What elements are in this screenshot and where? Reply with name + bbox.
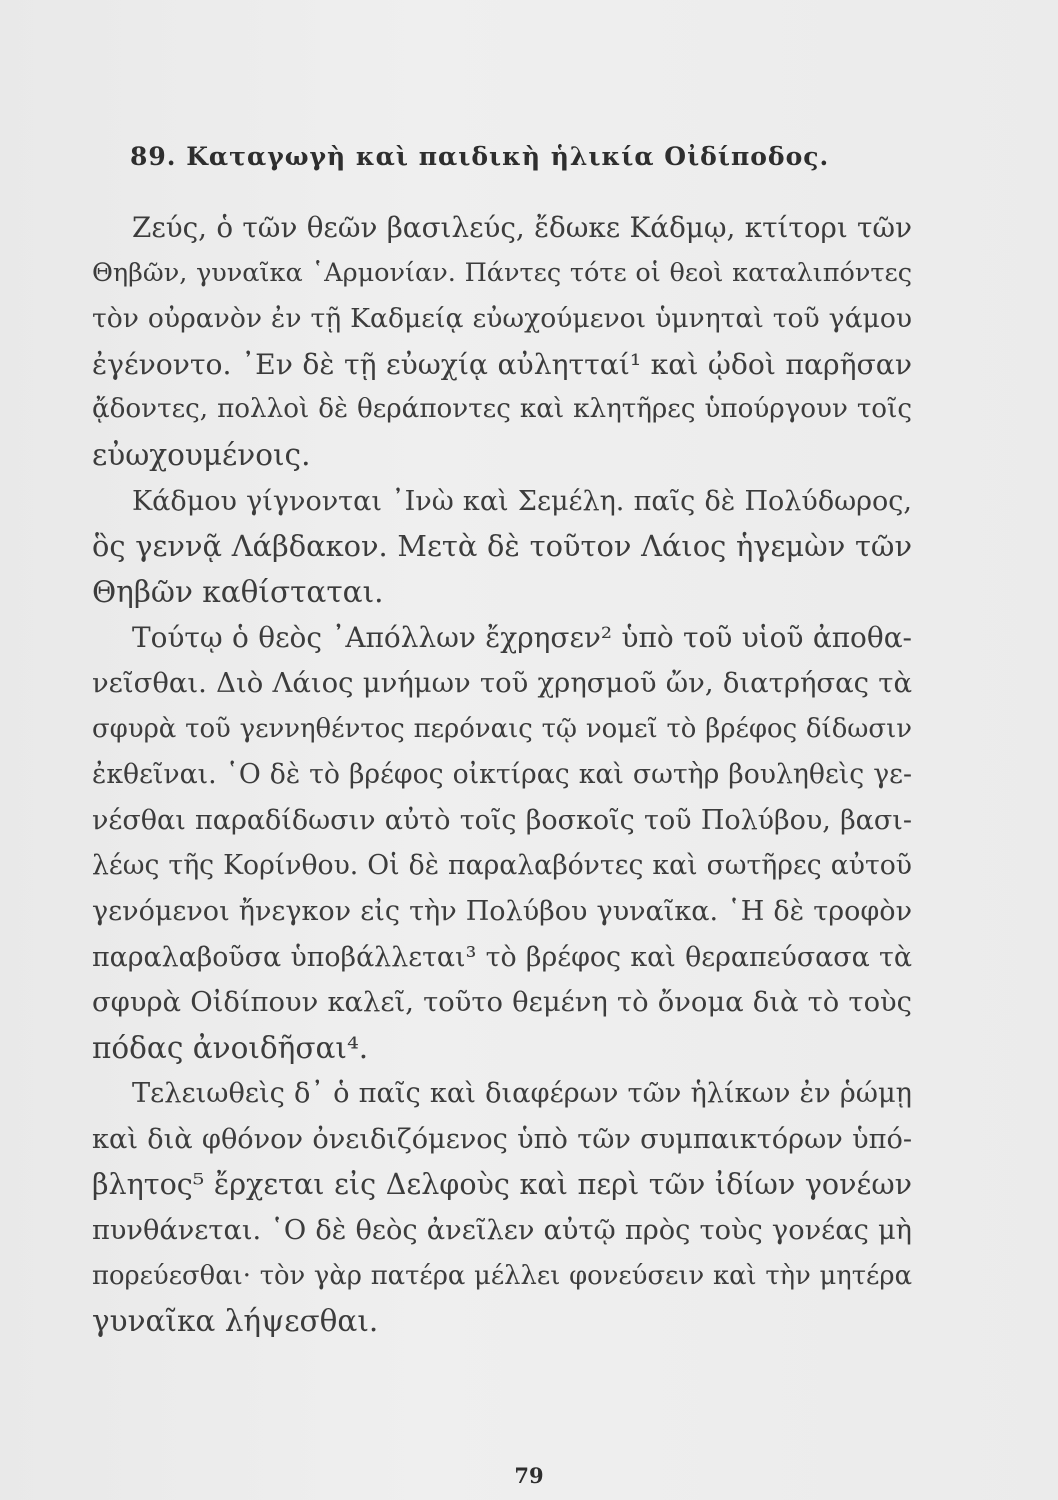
text-line: γενόμενοι ἤνεγκον εἰς τὴν Πολύβου γυναῖκα. ῾Η δὲ τροφὸν <box>92 895 912 927</box>
text-line: ᾄδοντες, πολλοὶ δὲ θεράποντες καὶ κλητῆρες ὑπούργουν τοῖς <box>92 394 912 425</box>
text-line: σφυρὰ Οἰδίπουν καλεῖ, τοῦτο θεμένη τὸ ὄνομα διὰ τὸ τοὺς <box>92 987 912 1019</box>
paragraph <box>92 615 912 1071</box>
text-line: Θηβῶν, γυναῖκα ῾Αρμονίαν. Πάντες τότε οἱ θεοὶ καταλιπόντες <box>92 257 912 288</box>
text-line: σφυρὰ τοῦ γεννηθέντος περόναις τῷ νομεῖ τὸ βρέφος δίδωσιν <box>92 713 912 744</box>
text-line: εὐωχουμένοις. <box>92 437 311 472</box>
text-line: νέσθαι παραδίδωσιν αὐτὸ τοῖς βοσκοῖς τοῦ Πολύβου, βασι- <box>92 804 912 836</box>
text-line: πόδας ἀνοιδῆσαι⁴. <box>92 1030 369 1065</box>
text-line: πορεύεσθαι· τὸν γὰρ πατέρα μέλλει φονεύσειν καὶ τὴν μητέρα <box>92 1260 912 1291</box>
text-line: παραλαβοῦσα ὑποβάλλεται³ τὸ βρέφος καὶ θεραπεύσασα τὰ <box>92 941 912 973</box>
text-line: Τελειωθεὶς δ᾿ ὁ παῖς καὶ διαφέρων τῶν ἡλίκων ἐν ῥώμῃ <box>132 1078 912 1110</box>
text-line: καὶ διὰ φθόνον ὀνειδιζόμενος ὑπὸ τῶν συμπαικτόρων ὑπό- <box>92 1123 912 1155</box>
paragraph <box>92 205 912 479</box>
text-line: λέως τῆς Κορίνθου. Οἱ δὲ παραλαβόντες καὶ σωτῆρες αὐτοῦ <box>92 850 912 882</box>
text-line: Θηβῶν καθίσταται. <box>92 574 384 609</box>
text-line: Τούτῳ ὁ θεὸς ᾿Απόλλων ἔχρησεν² ὑπὸ τοῦ υἱοῦ ἀποθα- <box>132 621 912 655</box>
text-line: ὃς γεννᾷ Λάβδακον. Μετὰ δὲ τοῦτον Λάιος ἡγεμὼν τῶν <box>92 529 912 564</box>
text-line: Κάδμου γίγνονται ᾿Ινὼ καὶ Σεμέλη. παῖς δὲ Πολύδωρος, <box>132 485 912 517</box>
text-line: βλητος⁵ ἔρχεται εἰς Δελφοὺς καὶ περὶ τῶν ἰδίων γονέων <box>92 1167 912 1202</box>
paragraph <box>92 1071 912 1345</box>
text-line: ἐκθεῖναι. ῾Ο δὲ τὸ βρέφος οἰκτίρας καὶ σωτὴρ βουληθεὶς γε- <box>92 759 912 791</box>
chapter-heading: 89. Καταγωγὴ καὶ παιδικὴ ἡλικία Οἰδίποδος. <box>130 142 830 171</box>
text-line: νεῖσθαι. Διὸ Λάιος μνήμων τοῦ χρησμοῦ ὤν, διατρήσας τὰ <box>92 667 912 699</box>
paragraph <box>92 479 912 616</box>
page-number: 79 <box>514 1463 544 1488</box>
text-line: ἐγένοντο. ᾿Εν δὲ τῇ εὐωχίᾳ αὐλητταί¹ καὶ ᾠδοὶ παρῆσαν <box>92 347 912 381</box>
body-text <box>92 205 912 1345</box>
text-line: γυναῖκα λήψεσθαι. <box>92 1304 379 1339</box>
text-line: τὸν οὐρανὸν ἐν τῇ Καδμείᾳ εὐωχούμενοι ὑμνηταὶ τοῦ γάμου <box>92 303 912 335</box>
text-line: Ζεύς, ὁ τῶν θεῶν βασιλεύς, ἔδωκε Κάδμῳ, κτίτορι τῶν <box>132 211 912 244</box>
text-line: πυνθάνεται. ῾Ο δὲ θεὸς ἀνεῖλεν αὐτῷ πρὸς τοὺς γονέας μὴ <box>92 1215 912 1247</box>
